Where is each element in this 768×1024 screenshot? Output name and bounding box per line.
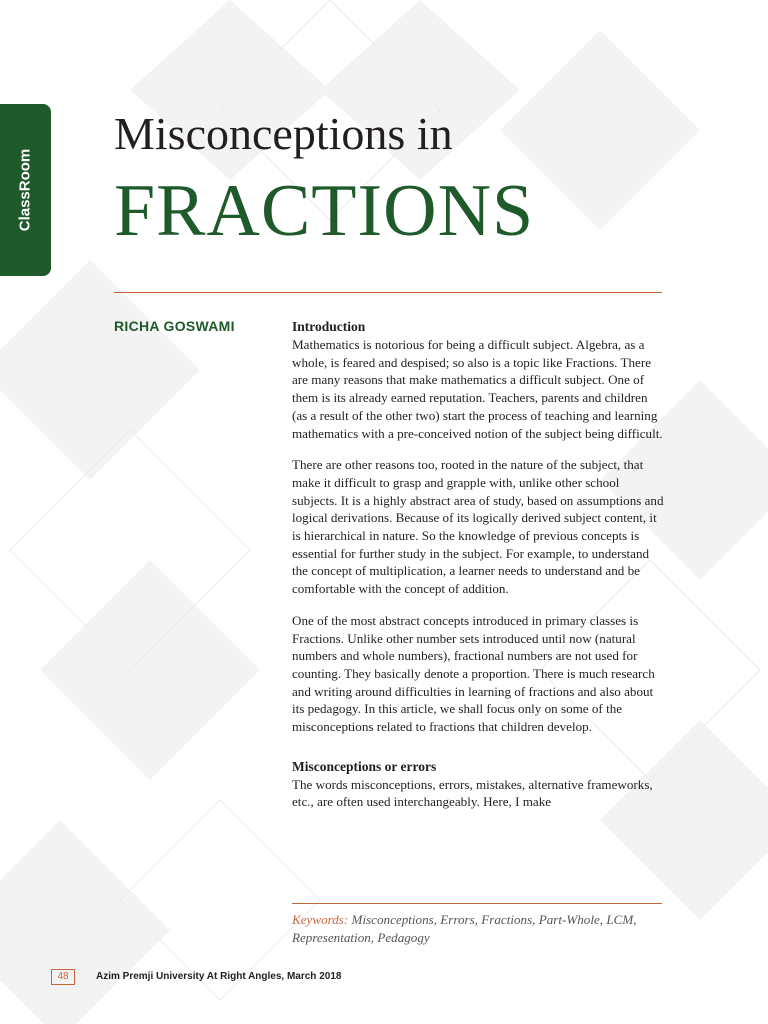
footer-publication: Azim Premji University At Right Angles, March 2018 <box>96 971 342 982</box>
keywords-text: Misconceptions, Errors, Fractions, Part-Whole, LCM, Representation, Pedagogy <box>292 912 637 945</box>
author-name: RICHA GOSWAMI <box>114 318 235 334</box>
body-paragraph: One of the most abstract concepts introduced in primary classes is Fractions. Unlike other number sets introduced until now (natural numbers and whole numbers), fractional numbers are not used for counting. They basically denote a proportion. There is much research and writing around difficulties in learning of fractions and also about its pedagogy. In this article, we shall focus only on some of the misconceptions related to fractions that children develop. <box>292 612 655 735</box>
keywords-label: Keywords: <box>292 912 349 927</box>
page-number: 48 <box>51 969 75 985</box>
section-heading-misconceptions: Misconceptions or errors <box>292 758 437 774</box>
body-paragraph: The words misconceptions, errors, mistakes, alternative frameworks, etc., are often used interchangeably. Here, I make <box>292 776 653 810</box>
section-heading-introduction: Introduction <box>292 319 366 334</box>
body-paragraph: Mathematics is notorious for being a difficult subject. Algebra, as a whole, is feared and despised; so also is a topic like Fractions. There are many reasons that make mathematics a difficult subject. One of them is its already earned reputation. Teachers, parents and children (as a result of the other two) start the process of teaching and learning mathematics with a pre-conceived notion of the subject being difficult. <box>292 337 663 441</box>
article-body <box>292 318 664 811</box>
keywords-divider <box>292 903 662 904</box>
section-tab-label: ClassRoom <box>16 148 34 232</box>
body-paragraph: There are other reasons too, rooted in the nature of the subject, that make it difficult to grasp and grapple with, unlike other school subjects. It is a highly abstract area of study, based on assumptions and logical derivations. Because of its logically derived subject content, it is hierarchical in nature. So the knowledge of previous concepts is essential for further study in the subject. For example, to understand the concept of multiplication, a learner needs to understand and be comfortable with the concept of addition. <box>292 457 664 597</box>
title-divider <box>114 292 662 293</box>
article-title-line1: Misconceptions in <box>114 108 453 159</box>
article-title-line2: FRACTIONS <box>114 170 535 252</box>
keywords-block <box>292 911 664 946</box>
